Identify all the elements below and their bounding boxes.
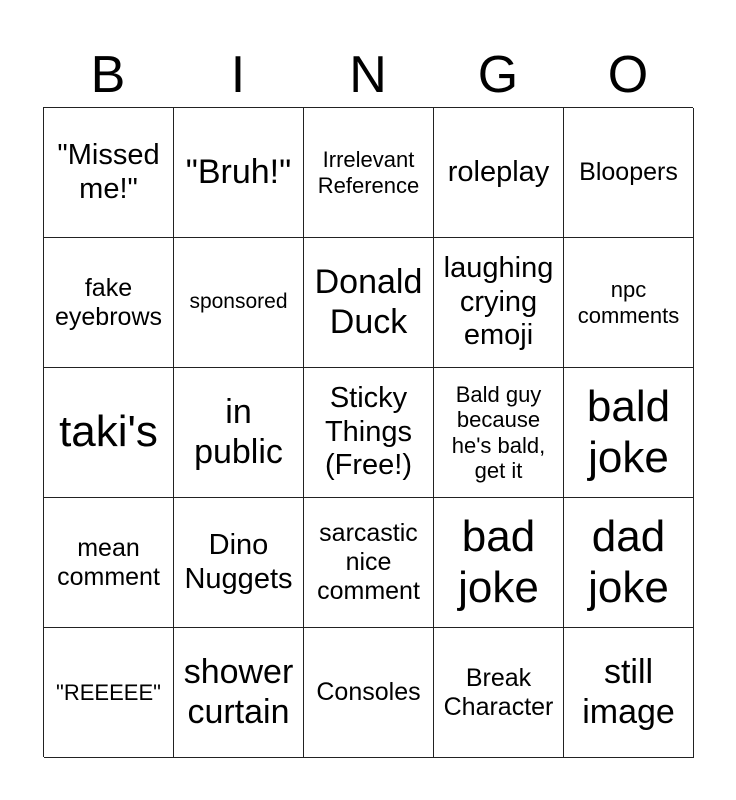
bingo-cell[interactable]: Irrelevant Reference (304, 108, 434, 238)
bingo-cell[interactable]: "REEEEE" (44, 628, 174, 758)
bingo-cell[interactable]: taki's (44, 368, 174, 498)
bingo-cell[interactable]: Break Character (434, 628, 564, 758)
bingo-cell[interactable]: dad joke (564, 498, 694, 628)
bingo-cell[interactable]: mean comment (44, 498, 174, 628)
bingo-cell[interactable]: Donald Duck (304, 238, 434, 368)
bingo-cell[interactable]: bald joke (564, 368, 694, 498)
bingo-header (43, 44, 693, 106)
bingo-cell[interactable]: Consoles (304, 628, 434, 758)
header-letter-n: N (349, 46, 387, 104)
bingo-board (43, 107, 693, 757)
bingo-cell[interactable]: in public (174, 368, 304, 498)
bingo-cell[interactable]: sponsored (174, 238, 304, 368)
header-letter-i: I (230, 46, 246, 104)
bingo-cell[interactable]: roleplay (434, 108, 564, 238)
bingo-cell[interactable]: npc comments (564, 238, 694, 368)
header-letter-o: O (607, 46, 649, 104)
bingo-cell[interactable]: "Bruh!" (174, 108, 304, 238)
bingo-cell[interactable]: laughing crying emoji (434, 238, 564, 368)
header-letter-b: B (90, 46, 126, 104)
bingo-cell[interactable]: shower curtain (174, 628, 304, 758)
bingo-cell[interactable]: sarcastic nice comment (304, 498, 434, 628)
bingo-cell[interactable]: fake eyebrows (44, 238, 174, 368)
bingo-cell[interactable]: Bloopers (564, 108, 694, 238)
bingo-cell[interactable]: Sticky Things (Free!) (304, 368, 434, 498)
bingo-cell[interactable]: Bald guy because he's bald, get it (434, 368, 564, 498)
bingo-cell[interactable]: bad joke (434, 498, 564, 628)
bingo-cell[interactable]: Dino Nuggets (174, 498, 304, 628)
header-letter-g: G (477, 46, 519, 104)
bingo-cell[interactable]: "Missed me!" (44, 108, 174, 238)
bingo-cell[interactable]: still image (564, 628, 694, 758)
